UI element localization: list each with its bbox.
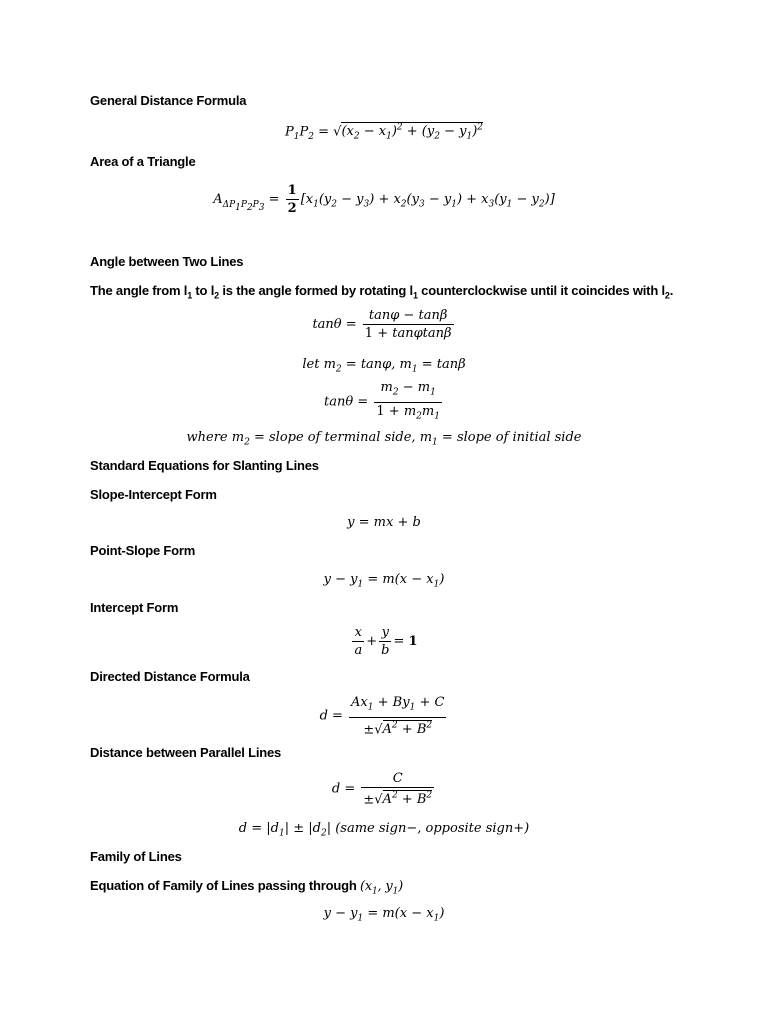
- formula-tan-theta-1: tanθ = $\frac{\tan\varphi - \tan\beta}{1 + \tan\varphi\tan\beta}$: [312, 308, 452, 341]
- formula-parallel-distance: d = $\frac{C}{\pm√A^2 + B^2}$: [331, 771, 433, 808]
- angle-text-3: is the angle formed by rotating l: [218, 283, 413, 298]
- family-through-text: Equation of Family of Lines passing through: [90, 878, 357, 893]
- angle-description: The angle from $l_1$ to $l_2$ is the angle formed by rotating $l_1$ counterclockwise until it coincides with $l_2$.: [90, 283, 674, 301]
- slope-initial-text: slope of initial side: [456, 430, 582, 445]
- formula-directed-distance: d = $\frac{Ax_1 + By_1 + C}{\pm√A^2 + B^2}$: [319, 695, 445, 737]
- parallel-note: (same sign−, opposite sign+): [335, 821, 530, 836]
- heading-directed-distance: Directed Distance Formula: [90, 669, 250, 684]
- heading-standard-equations: Standard Equations for Slanting Lines: [90, 458, 319, 473]
- heading-family-through: Equation of Family of Lines passing through ($x_1$, $y_1$): [90, 878, 403, 897]
- formula-general-distance: $P_1P_2 = √(x_2 - x_1)^2 + (y_2 - y_1)^2$: [285, 123, 483, 142]
- heading-intercept-form: Intercept Form: [90, 600, 179, 615]
- angle-text-2: to l: [192, 283, 215, 298]
- formula-area-triangle: $A_{\Delta P_1P_2P_3}$ = $\frac{1}{2}$ $[x_1(y_2 - y_3) + x_2(y_3 - y_1) + x_3(y_1 - y_2)]$: [213, 183, 555, 216]
- formula-parallel-sum: $d = |d_1| \pm |d_2|$ (same sign−, opposite sign+): [238, 821, 530, 839]
- formula-intercept-form: $\frac{x}{a}$ + $\frac{y}{b}$ = 1: [354, 625, 418, 658]
- heading-area-triangle: Area of a Triangle: [90, 154, 196, 169]
- angle-text-1: The angle from l: [90, 283, 188, 298]
- formula-family-point-slope: $y - y_1 = m(x - x_1)$: [323, 906, 445, 924]
- heading-slope-intercept: Slope-Intercept Form: [90, 487, 217, 502]
- let-word: let: [302, 357, 320, 372]
- angle-text-5: .: [669, 283, 674, 298]
- formula-slope-intercept: y = mx + b: [347, 515, 421, 530]
- formula-point-slope: $y - y_1 = m(x - x_1)$: [323, 572, 445, 590]
- heading-point-slope: Point-Slope Form: [90, 543, 196, 558]
- heading-family-lines: Family of Lines: [90, 849, 182, 864]
- where-word: where: [186, 430, 228, 445]
- formula-let-m: let $m_2 = \tan\varphi$, $m_1 = \tan\beta$: [302, 357, 466, 375]
- angle-text-4: counterclockwise until it coincides with l: [417, 283, 665, 298]
- formula-tan-theta-2: tanθ = $\frac{m_2 - m_1}{1 + m_2m_1}$: [324, 380, 440, 422]
- slope-terminal-text: slope of terminal side,: [268, 430, 416, 445]
- formula-where-slopes: where $m_2$ = slope of terminal side, $m_1$ = slope of initial side: [186, 430, 582, 448]
- heading-parallel-distance: Distance between Parallel Lines: [90, 745, 282, 760]
- heading-general-distance: General Distance Formula: [90, 93, 247, 108]
- heading-angle-lines: Angle between Two Lines: [90, 254, 244, 269]
